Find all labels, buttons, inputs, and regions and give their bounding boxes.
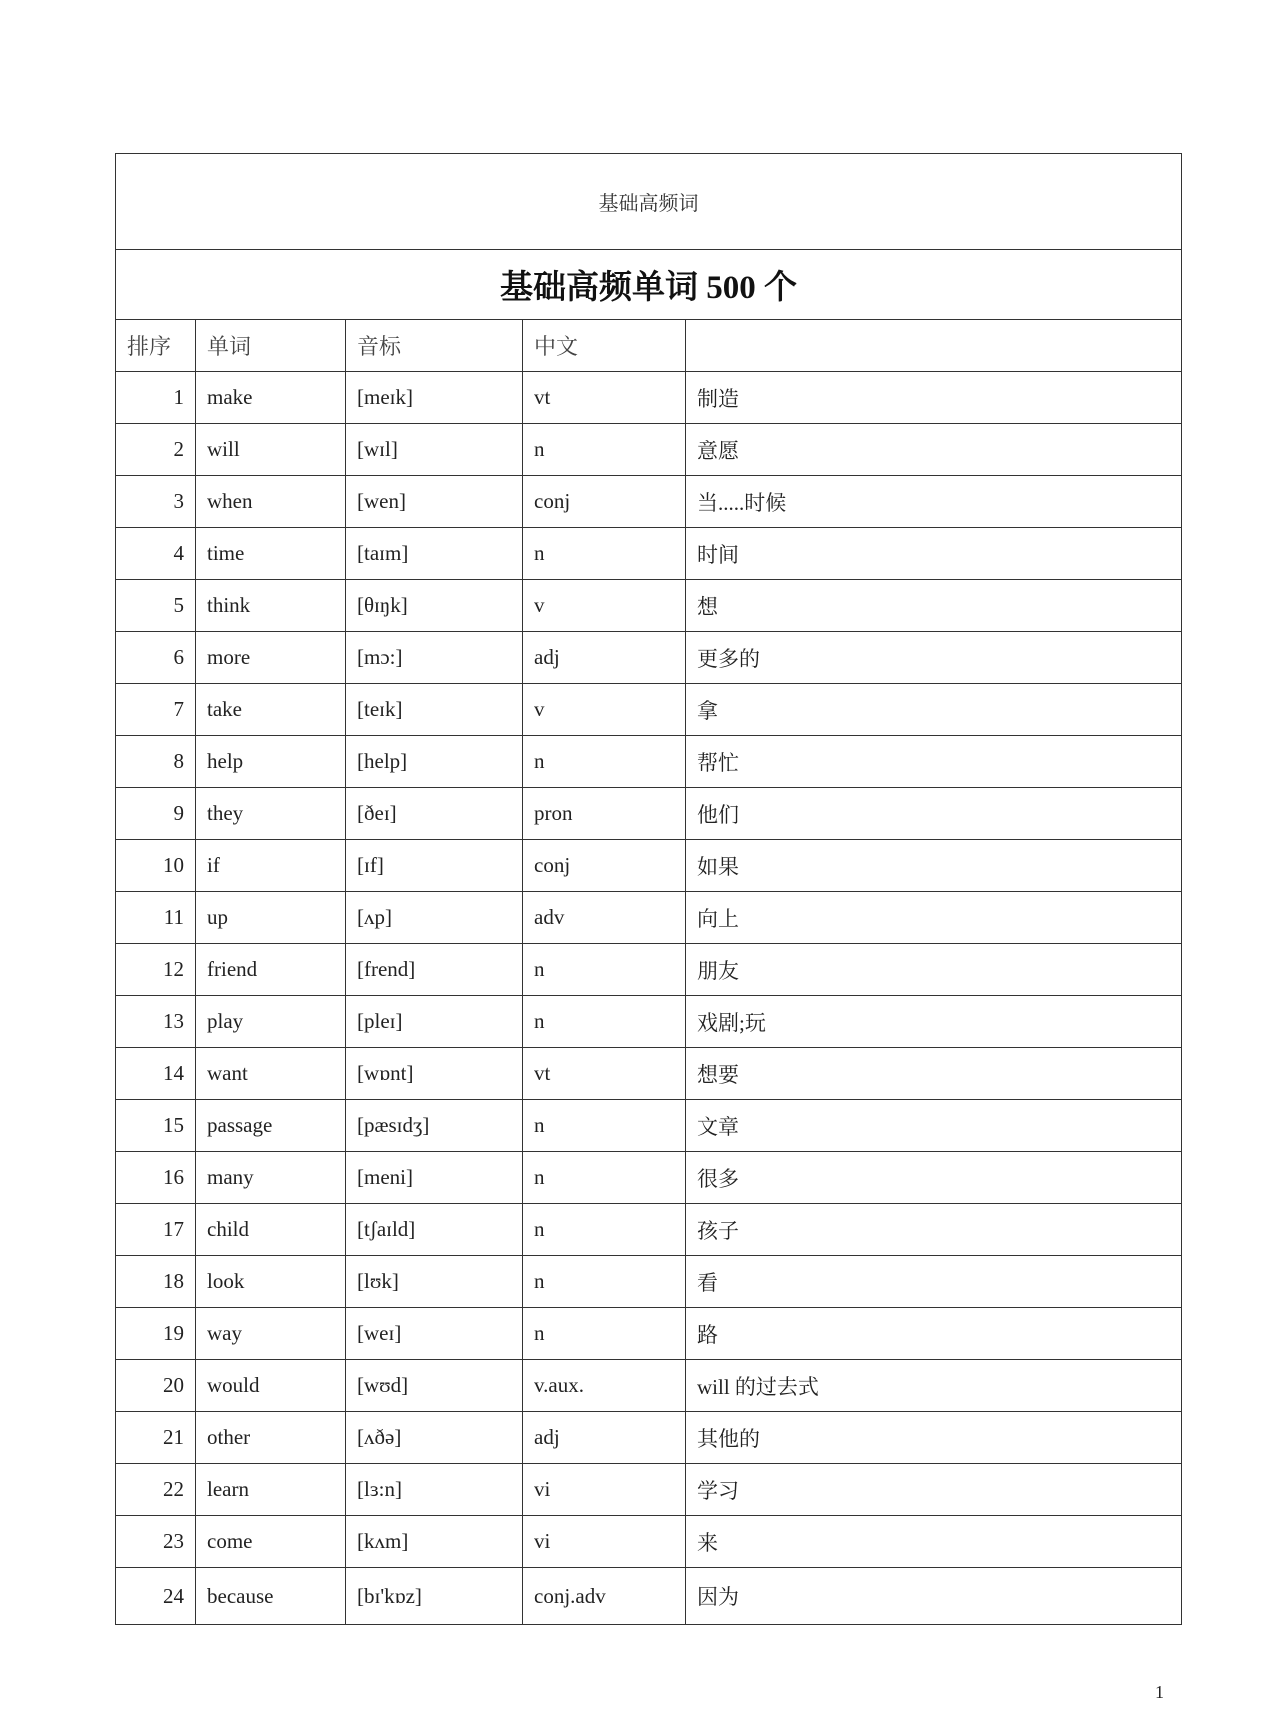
- chinese-meaning-cell: 他们: [686, 788, 1182, 840]
- table-row: [116, 892, 1182, 944]
- rank-cell: 6: [116, 632, 196, 684]
- table-row: [116, 1204, 1182, 1256]
- rank-cell: 10: [116, 840, 196, 892]
- word-cell: think: [196, 580, 346, 632]
- part-of-speech-cell: vi: [523, 1516, 686, 1568]
- phonetic-cell: [ʌðə]: [346, 1412, 523, 1464]
- word-cell: come: [196, 1516, 346, 1568]
- chinese-meaning-cell: 戏剧;玩: [686, 996, 1182, 1048]
- table-row: [116, 632, 1182, 684]
- rank-cell: 11: [116, 892, 196, 944]
- table-row: [116, 996, 1182, 1048]
- table-row: [116, 1360, 1182, 1412]
- table-row: [116, 1152, 1182, 1204]
- word-cell: more: [196, 632, 346, 684]
- chinese-meaning-cell: 时间: [686, 528, 1182, 580]
- phonetic-cell: [meɪk]: [346, 372, 523, 424]
- vocabulary-table: [115, 153, 1182, 1625]
- phonetic-cell: [kʌm]: [346, 1516, 523, 1568]
- page-title: 基础高频单词 500 个: [116, 250, 1182, 320]
- chinese-meaning-cell: 很多: [686, 1152, 1182, 1204]
- table-row: [116, 1100, 1182, 1152]
- phonetic-cell: [pæsɪdʒ]: [346, 1100, 523, 1152]
- part-of-speech-cell: vt: [523, 372, 686, 424]
- chinese-meaning-cell: 意愿: [686, 424, 1182, 476]
- table-row: [116, 1048, 1182, 1100]
- header-chinese: 中文: [523, 320, 686, 372]
- header-rank: 排序: [116, 320, 196, 372]
- part-of-speech-cell: n: [523, 1100, 686, 1152]
- chinese-meaning-cell: will 的过去式: [686, 1360, 1182, 1412]
- word-cell: friend: [196, 944, 346, 996]
- chinese-meaning-cell: 看: [686, 1256, 1182, 1308]
- chinese-meaning-cell: 文章: [686, 1100, 1182, 1152]
- word-cell: way: [196, 1308, 346, 1360]
- word-cell: if: [196, 840, 346, 892]
- phonetic-cell: [wʊd]: [346, 1360, 523, 1412]
- word-cell: child: [196, 1204, 346, 1256]
- word-cell: help: [196, 736, 346, 788]
- word-cell: will: [196, 424, 346, 476]
- phonetic-cell: [wɪl]: [346, 424, 523, 476]
- part-of-speech-cell: v.aux.: [523, 1360, 686, 1412]
- part-of-speech-cell: pron: [523, 788, 686, 840]
- table-row: [116, 1516, 1182, 1568]
- table-row: [116, 1256, 1182, 1308]
- header-word: 单词: [196, 320, 346, 372]
- chinese-meaning-cell: 来: [686, 1516, 1182, 1568]
- phonetic-cell: [tʃaɪld]: [346, 1204, 523, 1256]
- table-row: [116, 1568, 1182, 1625]
- word-cell: look: [196, 1256, 346, 1308]
- phonetic-cell: [lʊk]: [346, 1256, 523, 1308]
- word-cell: because: [196, 1568, 346, 1625]
- part-of-speech-cell: adv: [523, 892, 686, 944]
- table-row: [116, 684, 1182, 736]
- word-cell: time: [196, 528, 346, 580]
- rank-cell: 15: [116, 1100, 196, 1152]
- chinese-meaning-cell: 如果: [686, 840, 1182, 892]
- rank-cell: 16: [116, 1152, 196, 1204]
- header-phonetic: 音标: [346, 320, 523, 372]
- word-cell: other: [196, 1412, 346, 1464]
- part-of-speech-cell: n: [523, 1204, 686, 1256]
- part-of-speech-cell: conj: [523, 476, 686, 528]
- table-row: [116, 944, 1182, 996]
- table-row: [116, 424, 1182, 476]
- rank-cell: 12: [116, 944, 196, 996]
- word-cell: passage: [196, 1100, 346, 1152]
- table-row: [116, 736, 1182, 788]
- word-cell: take: [196, 684, 346, 736]
- rank-cell: 20: [116, 1360, 196, 1412]
- phonetic-cell: [frend]: [346, 944, 523, 996]
- phonetic-cell: [help]: [346, 736, 523, 788]
- table-row: [116, 788, 1182, 840]
- rank-cell: 4: [116, 528, 196, 580]
- table-row: [116, 476, 1182, 528]
- phonetic-cell: [ðeɪ]: [346, 788, 523, 840]
- title-row: [116, 250, 1182, 320]
- part-of-speech-cell: n: [523, 424, 686, 476]
- table-row: [116, 372, 1182, 424]
- word-cell: make: [196, 372, 346, 424]
- table-caption: 基础高频词: [116, 154, 1182, 250]
- chinese-meaning-cell: 向上: [686, 892, 1182, 944]
- word-cell: many: [196, 1152, 346, 1204]
- table-row: [116, 528, 1182, 580]
- rank-cell: 23: [116, 1516, 196, 1568]
- rank-cell: 22: [116, 1464, 196, 1516]
- table-row: [116, 1412, 1182, 1464]
- word-cell: learn: [196, 1464, 346, 1516]
- part-of-speech-cell: vt: [523, 1048, 686, 1100]
- part-of-speech-cell: n: [523, 736, 686, 788]
- phonetic-cell: [mɔ:]: [346, 632, 523, 684]
- rank-cell: 9: [116, 788, 196, 840]
- phonetic-cell: [taɪm]: [346, 528, 523, 580]
- rank-cell: 24: [116, 1568, 196, 1625]
- phonetic-cell: [θɪŋk]: [346, 580, 523, 632]
- chinese-meaning-cell: 路: [686, 1308, 1182, 1360]
- rank-cell: 2: [116, 424, 196, 476]
- phonetic-cell: [wen]: [346, 476, 523, 528]
- part-of-speech-cell: v: [523, 684, 686, 736]
- rank-cell: 17: [116, 1204, 196, 1256]
- table-row: [116, 1464, 1182, 1516]
- vocabulary-table-body: [116, 154, 1182, 1625]
- part-of-speech-cell: n: [523, 1256, 686, 1308]
- chinese-meaning-cell: 帮忙: [686, 736, 1182, 788]
- phonetic-cell: [ʌp]: [346, 892, 523, 944]
- phonetic-cell: [teɪk]: [346, 684, 523, 736]
- word-cell: would: [196, 1360, 346, 1412]
- table-row: [116, 1308, 1182, 1360]
- table-row: [116, 580, 1182, 632]
- rank-cell: 5: [116, 580, 196, 632]
- rank-cell: 8: [116, 736, 196, 788]
- chinese-meaning-cell: 想: [686, 580, 1182, 632]
- rank-cell: 1: [116, 372, 196, 424]
- part-of-speech-cell: vi: [523, 1464, 686, 1516]
- rank-cell: 21: [116, 1412, 196, 1464]
- chinese-meaning-cell: 当.....时候: [686, 476, 1182, 528]
- part-of-speech-cell: conj: [523, 840, 686, 892]
- page-number: 1: [1155, 1682, 1164, 1702]
- rank-cell: 7: [116, 684, 196, 736]
- chinese-meaning-cell: 其他的: [686, 1412, 1182, 1464]
- chinese-meaning-cell: 学习: [686, 1464, 1182, 1516]
- word-cell: when: [196, 476, 346, 528]
- phonetic-cell: [pleɪ]: [346, 996, 523, 1048]
- chinese-meaning-cell: 制造: [686, 372, 1182, 424]
- table-row: [116, 840, 1182, 892]
- word-cell: up: [196, 892, 346, 944]
- caption-row: [116, 154, 1182, 250]
- phonetic-cell: [bɪ'kɒz]: [346, 1568, 523, 1625]
- part-of-speech-cell: n: [523, 528, 686, 580]
- rank-cell: 18: [116, 1256, 196, 1308]
- phonetic-cell: [weɪ]: [346, 1308, 523, 1360]
- word-cell: want: [196, 1048, 346, 1100]
- part-of-speech-cell: n: [523, 944, 686, 996]
- rank-cell: 13: [116, 996, 196, 1048]
- chinese-meaning-cell: 因为: [686, 1568, 1182, 1625]
- part-of-speech-cell: adj: [523, 1412, 686, 1464]
- chinese-meaning-cell: 更多的: [686, 632, 1182, 684]
- word-cell: play: [196, 996, 346, 1048]
- header-blank: [686, 320, 1182, 372]
- chinese-meaning-cell: 拿: [686, 684, 1182, 736]
- phonetic-cell: [wɒnt]: [346, 1048, 523, 1100]
- part-of-speech-cell: conj.adv: [523, 1568, 686, 1625]
- part-of-speech-cell: n: [523, 996, 686, 1048]
- chinese-meaning-cell: 孩子: [686, 1204, 1182, 1256]
- header-row: [116, 320, 1182, 372]
- phonetic-cell: [meni]: [346, 1152, 523, 1204]
- rank-cell: 19: [116, 1308, 196, 1360]
- part-of-speech-cell: n: [523, 1152, 686, 1204]
- chinese-meaning-cell: 朋友: [686, 944, 1182, 996]
- phonetic-cell: [ɪf]: [346, 840, 523, 892]
- part-of-speech-cell: n: [523, 1308, 686, 1360]
- chinese-meaning-cell: 想要: [686, 1048, 1182, 1100]
- word-cell: they: [196, 788, 346, 840]
- part-of-speech-cell: v: [523, 580, 686, 632]
- phonetic-cell: [lɜ:n]: [346, 1464, 523, 1516]
- rank-cell: 14: [116, 1048, 196, 1100]
- part-of-speech-cell: adj: [523, 632, 686, 684]
- rank-cell: 3: [116, 476, 196, 528]
